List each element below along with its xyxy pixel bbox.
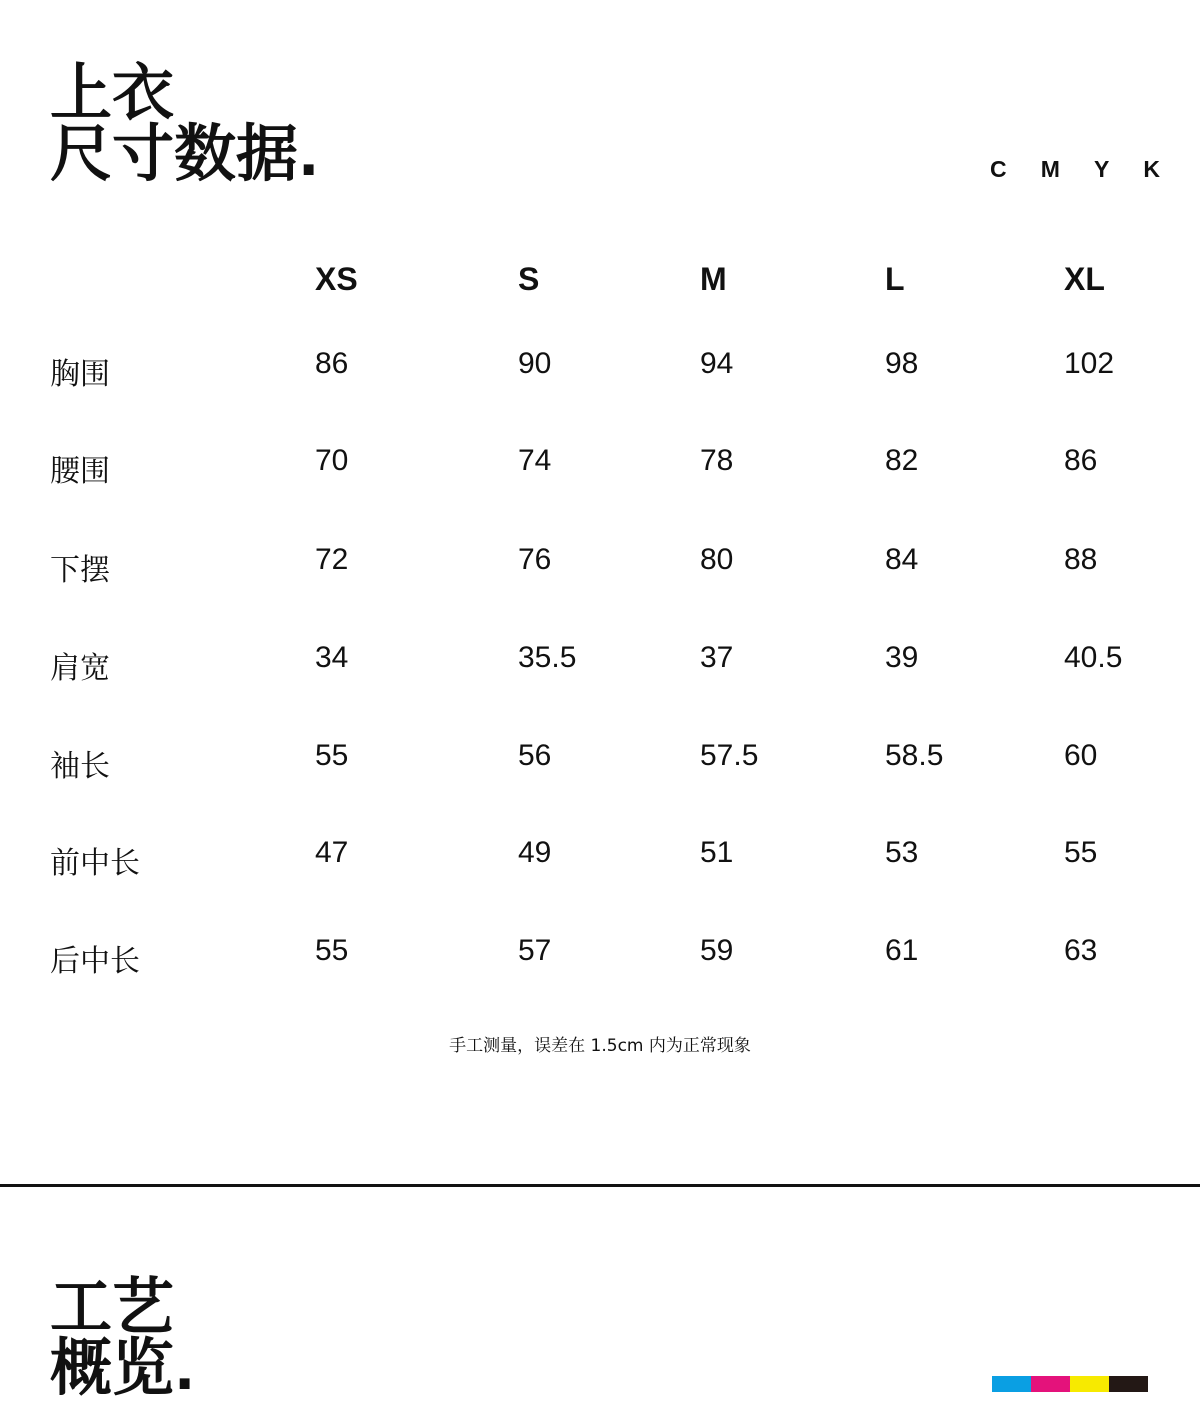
table-cell: 58.5 <box>885 739 944 772</box>
cmyk-letter-k: K <box>1143 156 1160 182</box>
color-swatch-cyan <box>992 1376 1031 1392</box>
size-header-l: L <box>885 261 905 297</box>
row-label: 胸围 <box>50 357 110 392</box>
title-line-1: 上衣 <box>50 56 175 129</box>
cmyk-letter-c: C <box>990 156 1007 182</box>
table-cell: 55 <box>315 739 349 772</box>
table-cell: 78 <box>700 444 734 477</box>
table-cell: 76 <box>518 543 552 576</box>
table-cell: 88 <box>1064 543 1098 576</box>
table-cell: 61 <box>885 934 919 967</box>
cmyk-letter-m: M <box>1040 156 1060 182</box>
table-cell: 102 <box>1064 347 1115 380</box>
table-cell: 90 <box>518 347 552 380</box>
table-cell: 55 <box>315 934 349 967</box>
table-cell: 57.5 <box>700 739 759 772</box>
color-swatch-magenta <box>1031 1376 1070 1392</box>
table-cell: 63 <box>1064 934 1098 967</box>
table-cell: 57 <box>518 934 552 967</box>
table-cell: 37 <box>700 641 734 674</box>
table-cell: 35.5 <box>518 641 577 674</box>
row-label: 袖长 <box>50 749 110 784</box>
row-label: 腰围 <box>50 454 110 489</box>
table-cell: 86 <box>315 347 349 380</box>
table-cell: 40.5 <box>1064 641 1123 674</box>
title-line-2: 尺寸数据. <box>50 117 320 190</box>
table-cell: 49 <box>518 836 552 869</box>
cmyk-letter-y: Y <box>1093 156 1110 182</box>
row-label: 肩宽 <box>50 651 110 686</box>
section-divider <box>0 1184 1200 1187</box>
row-label: 下摆 <box>50 553 110 588</box>
size-header-xs: XS <box>315 261 358 297</box>
color-swatch-black <box>1109 1376 1148 1392</box>
row-label: 后中长 <box>50 944 140 979</box>
table-cell: 70 <box>315 444 349 477</box>
table-cell: 84 <box>885 543 919 576</box>
table-cell: 98 <box>885 347 919 380</box>
table-cell: 59 <box>700 934 734 967</box>
table-cell: 53 <box>885 836 919 869</box>
cmyk-label <box>990 156 1160 186</box>
title-line-2: 概览. <box>50 1331 196 1404</box>
table-cell: 82 <box>885 444 919 477</box>
size-header-s: S <box>518 261 540 297</box>
table-cell: 86 <box>1064 444 1098 477</box>
table-cell: 47 <box>315 836 349 869</box>
table-cell: 94 <box>700 347 734 380</box>
cmyk-swatches <box>992 1376 1148 1392</box>
craft-overview-title <box>50 1270 196 1404</box>
table-cell: 39 <box>885 641 919 674</box>
size-header-xl: XL <box>1064 261 1105 297</box>
size-header-m: M <box>700 261 727 297</box>
table-cell: 55 <box>1064 836 1098 869</box>
measurement-note: 手工测量，误差在 1.5cm 内为正常现象 <box>449 1036 751 1056</box>
title-line-1: 工艺 <box>50 1270 175 1343</box>
size-data-title <box>50 56 320 190</box>
table-cell: 80 <box>700 543 734 576</box>
table-cell: 74 <box>518 444 552 477</box>
color-swatch-yellow <box>1070 1376 1109 1392</box>
table-cell: 56 <box>518 739 552 772</box>
table-cell: 60 <box>1064 739 1098 772</box>
table-cell: 34 <box>315 641 349 674</box>
table-cell: 72 <box>315 543 349 576</box>
table-cell: 51 <box>700 836 734 869</box>
row-label: 前中长 <box>50 846 140 881</box>
